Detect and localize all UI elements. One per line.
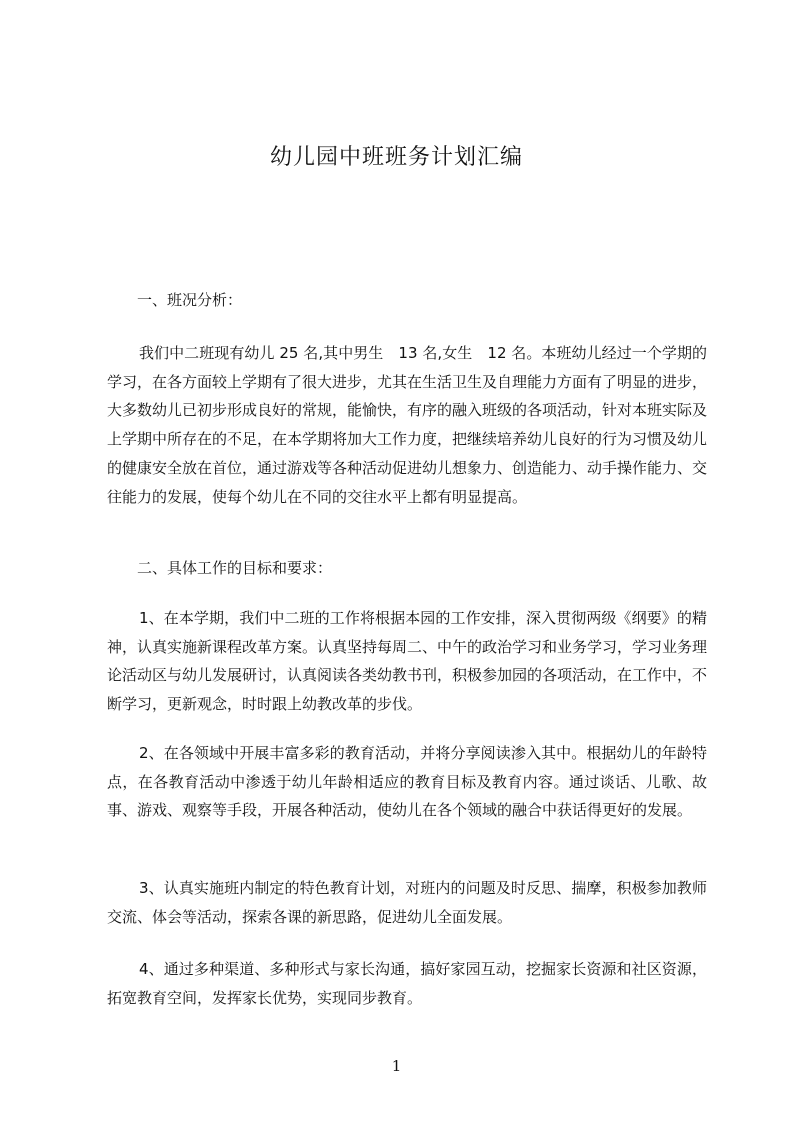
section-2-paragraph-3: 3、认真实施班内制定的特色教育计划，对班内的问题及时反思、揣摩，积极参加教师交流、体会等活动，探索各课的新思路，促进幼儿全面发展。 [107,879,707,926]
section-heading-1: 一、班况分析： [137,291,243,309]
page-number: 1 [391,1057,402,1075]
document-title: 幼儿园中班班务计划汇编 [269,145,523,170]
section-1-paragraph-1: 我们中二班现有幼儿 25 名,其中男生 13 名,女生 12 名。本班幼儿经过一个学期的学习，在各方面较上学期有了很大进步，尤其在生活卫生及自理能力方面有了明显的进步，大多数幼儿已初步形成良好的常规，能愉快，有序的融入班级的各项活动，针对本班实际及上学期中所存在的不足，在本学期将加大工作力度，把继续培养幼儿良好的行为习惯及幼儿的健康安全放在首位，通过游戏等各种活动促进幼儿想象力、创造能力、动手操作能力、交往能力的发展，使每个幼儿在不同的交往水平上都有明显提高。 [107,344,708,506]
section-heading-2: 二、具体工作的目标和要求： [137,559,333,577]
section-2-paragraph-4: 4、通过多种渠道、多种形式与家长沟通，搞好家园互动，挖掘家长资源和社区资源，拓宽教育空间，发挥家长优势，实现同步教育。 [107,960,707,1007]
section-2-paragraph-1: 1、在本学期，我们中二班的工作将根据本园的工作安排，深入贯彻两级《纲要》的精神，认真实施新课程改革方案。认真坚持每周二、中午的政治学习和业务学习，学习业务理论活动区与幼儿发展研讨，认真阅读各类幼教书刊，积极参加园的各项活动，在工作中，不断学习，更新观念，时时跟上幼教改革的步伐。 [107,609,708,714]
section-2-paragraph-2: 2、在各领域中开展丰富多彩的教育活动，并将分享阅读渗入其中。根据幼儿的年龄特点，在各教育活动中渗透于幼儿年龄相适应的教育目标及教育内容。通过谈话、儿歌、故事、游戏、观察等手段，开展各种活动，使幼儿在各个领域的融合中获话得更好的发展。 [107,744,707,820]
